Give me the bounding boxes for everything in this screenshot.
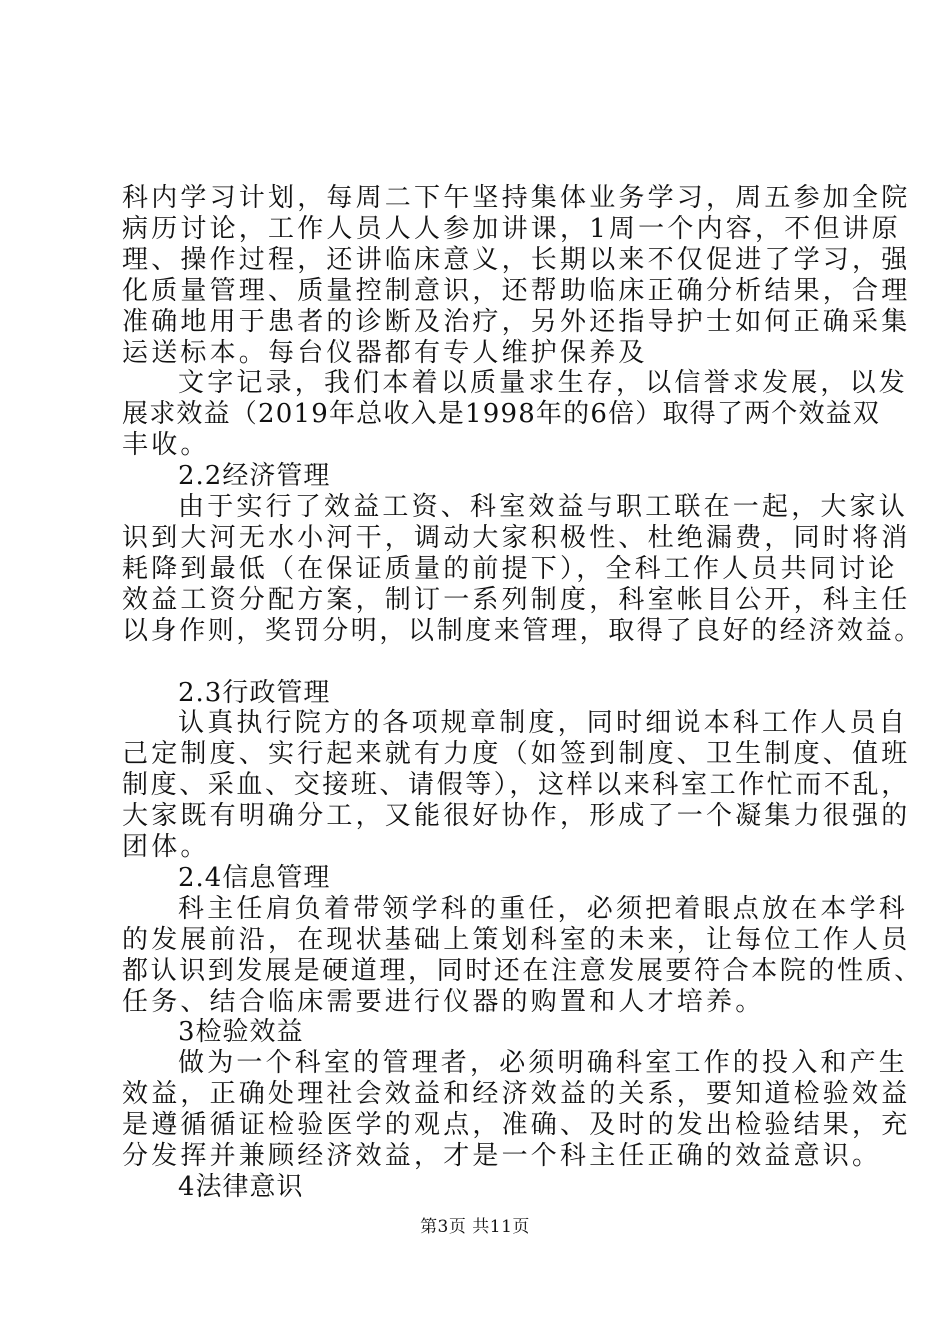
page-footer: 第3页 共11页	[420, 1217, 530, 1237]
body-text-line: 分发挥并兼顾经济效益，才是一个科主任正确的效益意识。	[122, 1141, 882, 1171]
paragraph-first-line: 文字记录，我们本着以质量求生存，以信誉求发展，以发	[178, 368, 909, 398]
body-text-line: 都认识到发展是硬道理，同时还在注意发展要符合本院的性质、	[122, 956, 923, 986]
section-heading: 4法律意识	[178, 1172, 304, 1202]
body-text-line: 的发展前沿，在现状基础上策划科室的未来，让每位工作人员	[122, 925, 911, 955]
body-text-line: 准确地用于患者的诊断及治疗，另外还指导护士如何正确采集	[122, 307, 911, 337]
section-heading: 2.3行政管理	[178, 678, 331, 708]
body-text-line: 耗降到最低（在保证质量的前提下），全科工作人员共同讨论	[122, 554, 898, 584]
body-text-line: 理、操作过程，还讲临床意义，长期以来不仅促进了学习，强	[122, 245, 911, 275]
paragraph-first-line: 做为一个科室的管理者，必须明确科室工作的投入和产生	[178, 1048, 909, 1078]
body-text-line: 以身作则，奖罚分明，以制度来管理，取得了良好的经济效益。	[122, 616, 923, 646]
paragraph-first-line: 认真执行院方的各项规章制度，同时细说本科工作人员自	[178, 708, 909, 738]
section-heading: 2.4信息管理	[178, 863, 331, 893]
body-text-line: 展求效益（2019年总收入是1998年的6倍）取得了两个效益双	[122, 399, 881, 429]
body-text-line: 任务、结合临床需要进行仪器的购置和人才培养。	[122, 987, 765, 1017]
body-text-line: 效益，正确处理社会效益和经济效益的关系，要知道检验效益	[122, 1079, 911, 1109]
body-text-line: 识到大河无水小河干，调动大家积极性、杜绝漏费，同时将消	[122, 523, 911, 553]
paragraph-first-line: 由于实行了效益工资、科室效益与职工联在一起，大家认	[178, 492, 909, 522]
body-text-line: 丰收。	[122, 430, 210, 460]
body-text-line: 化质量管理、质量控制意识，还帮助临床正确分析结果，合理	[122, 276, 911, 306]
body-text-line: 科内学习计划，每周二下午坚持集体业务学习，周五参加全院	[122, 183, 911, 213]
body-text-line: 大家既有明确分工，又能很好协作，形成了一个凝集力很强的	[122, 801, 911, 831]
paragraph-first-line: 科主任肩负着带领学科的重任，必须把着眼点放在本学科	[178, 894, 909, 924]
body-text-line: 是遵循循证检验医学的观点，准确、及时的发出检验结果，充	[122, 1110, 911, 1140]
section-heading: 3检验效益	[178, 1017, 304, 1047]
body-text-line: 团体。	[122, 832, 210, 862]
body-text-line: 运送标本。每台仪器都有专人维护保养及	[122, 338, 648, 368]
section-heading: 2.2经济管理	[178, 461, 331, 491]
body-text-line: 己定制度、实行起来就有力度（如签到制度、卫生制度、值班	[122, 739, 911, 769]
body-text-line: 制度、采血、交接班、请假等），这样以来科室工作忙而不乱，	[122, 770, 910, 800]
body-text-line: 效益工资分配方案，制订一系列制度，科室帐目公开，科主任	[122, 585, 911, 615]
body-text-line: 病历讨论，工作人员人人参加讲课，1周一个内容，不但讲原	[122, 214, 901, 244]
